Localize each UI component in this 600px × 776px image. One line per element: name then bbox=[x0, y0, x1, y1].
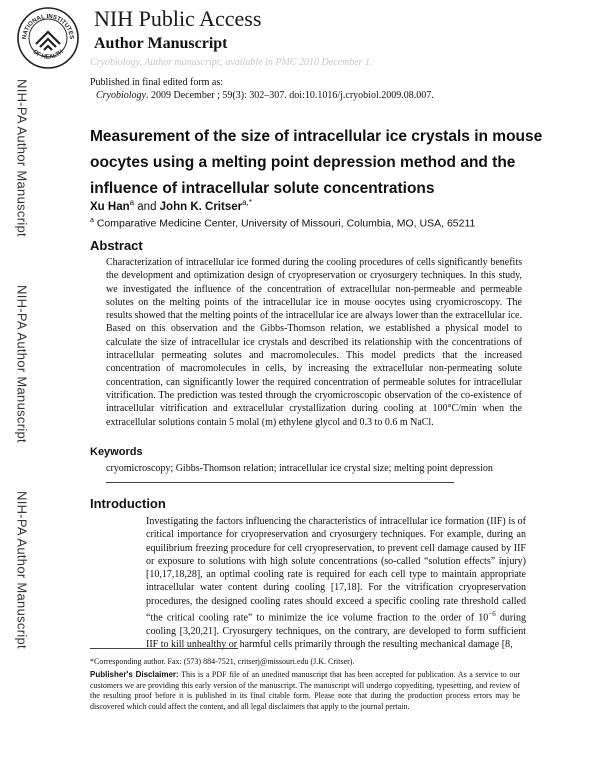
keywords-text: cryomicroscopy; Gibbs-Thomson relation; intracellular ice crystal size; melting point depression bbox=[106, 463, 493, 474]
nih-seal-logo bbox=[16, 6, 80, 70]
keywords-heading: Keywords bbox=[90, 446, 143, 458]
affiliation-text: Comparative Medicine Center, University of Missouri, Columbia, MO, USA, 65211 bbox=[93, 217, 476, 230]
author-2-affil-mark: a,* bbox=[242, 198, 252, 207]
article-title: Measurement of the size of intracellular ice crystals in mouse oocytes using a melting point depression method and the influence of intracellular solute concentrations bbox=[90, 128, 543, 197]
nih-public-access-title: NIH Public Access bbox=[94, 6, 262, 31]
author-1-affil-mark: a bbox=[129, 198, 135, 207]
journal-name: Cryobiology bbox=[96, 90, 146, 101]
publisher-disclaimer bbox=[90, 670, 520, 712]
svg-text:NATIONAL INSTITUTES: NATIONAL INSTITUTES bbox=[21, 13, 75, 40]
author-1: Xu Han bbox=[90, 200, 130, 213]
side-label-top-text: NIH-PA Author Manuscript bbox=[14, 79, 30, 237]
exponent: −6 bbox=[488, 610, 496, 619]
introduction-text-part-1: Investigating the factors influencing the characteristics of intracellular ice formation (IIF) is of critical importance for cryopreservation and cryosurgery techniques. For example, during an equilibrium freezing procedure for cell cryopreservation, to prevent cell damage caused by IIF or exposure to solutions with high solute concentrations (so-called “solution effects” injury) [10,17,18,28], an optimal cooling rate is required for each cell type to maintain appropriate intracellular water content during cooling [17,18]. For the vitrification cryopreservation procedures, the designed cooling rates should exceed a specific cooling rate threshold called “the critical cooling rate” to minimize the ice volume fraction to the order of 10 bbox=[146, 516, 526, 624]
author-manuscript-label: Author Manuscript bbox=[94, 35, 228, 52]
keywords-divider bbox=[106, 482, 454, 483]
footnote-divider bbox=[90, 648, 238, 649]
side-label-bottom-text: NIH-PA Author Manuscript bbox=[14, 491, 30, 649]
side-label-middle-text: NIH-PA Author Manuscript bbox=[14, 285, 30, 443]
svg-text:OF HEALTH: OF HEALTH bbox=[31, 49, 65, 61]
author-and: and bbox=[134, 200, 160, 213]
availability-line: Cryobiology. Author manuscript; available in PMC 2010 December 1. bbox=[90, 57, 373, 68]
side-label-middle bbox=[14, 285, 30, 443]
abstract-heading: Abstract bbox=[90, 238, 143, 253]
introduction-text-part-2: during cooling [3,20,21]. Cryosurgery techniques, on the contrary, are developed to form sufficient IIF to kill unhealthy or harmful cells primarily through the resulting mechanical damage [8, bbox=[146, 612, 527, 650]
side-label-bottom bbox=[14, 491, 30, 649]
introduction-heading: Introduction bbox=[90, 496, 166, 511]
introduction-text bbox=[146, 515, 526, 651]
author-2: John K. Critser bbox=[159, 200, 243, 213]
disclaimer-text: This is a PDF file of an unedited manuscript that has been accepted for publication. As a service to our customers we are providing this early version of the manuscript. The manuscript will undergo copyediting, typesetting, and review of the resulting proof before it is published in its final citable form. Please note that during the production process errors may be discovered which could affect the content, and all legal disclaimers that apply to the journal pertain. bbox=[90, 670, 520, 711]
affiliation bbox=[90, 217, 475, 230]
side-label-top bbox=[14, 79, 30, 237]
affiliation-mark: a bbox=[90, 217, 94, 224]
disclaimer-label: Publisher's Disclaimer: bbox=[90, 670, 179, 679]
abstract-text: Characterization of intracellular ice formed during the cooling procedures of cells significantly benefits the development and optimization design of cryopreservation or cryosurgery techniques. In this study, we investigated the influence of the concentration of extracellular non-permeable and permeable solutes on the melting points of the intracellular ice in mouse oocytes using cryomicroscopy. The results showed that the melting points of the intracellular ice are always lower than the extracellular ice. Based on this observation and the Gibbs-Thomson relation, we established a physical model to calculate the size of intracellular ice crystals and described its relationship with the concentrations of intracellular permeating solutes and macromolecules. This model predicts that the increased concentration of macromolecules in cells, by increasing the extracellular non-permeating solute concentration, can significantly lower the required concentration of permeable solutes for intracellular vitrification. The prediction was tested through the cryomicroscopic observation of the co-existence of intracellular vitrification and extracellular crystallization during cooling at 100°C/min when the extracellular solutions contain 5 molal (m) ethylene glycol and 0.3 to 0.6 m NaCl. bbox=[106, 257, 522, 428]
citation-details: . 2009 December ; 59(3): 302–307. doi:10.1016/j.cryobiol.2009.08.007. bbox=[146, 90, 434, 101]
corresponding-author-footnote: *Corresponding author. Fax: (573) 884-7521, critserj@missouri.edu (J.K. Critser). bbox=[90, 657, 355, 666]
citation-line bbox=[96, 89, 434, 102]
published-form-label: Published in final edited form as: bbox=[90, 77, 224, 88]
author-line bbox=[90, 198, 252, 213]
